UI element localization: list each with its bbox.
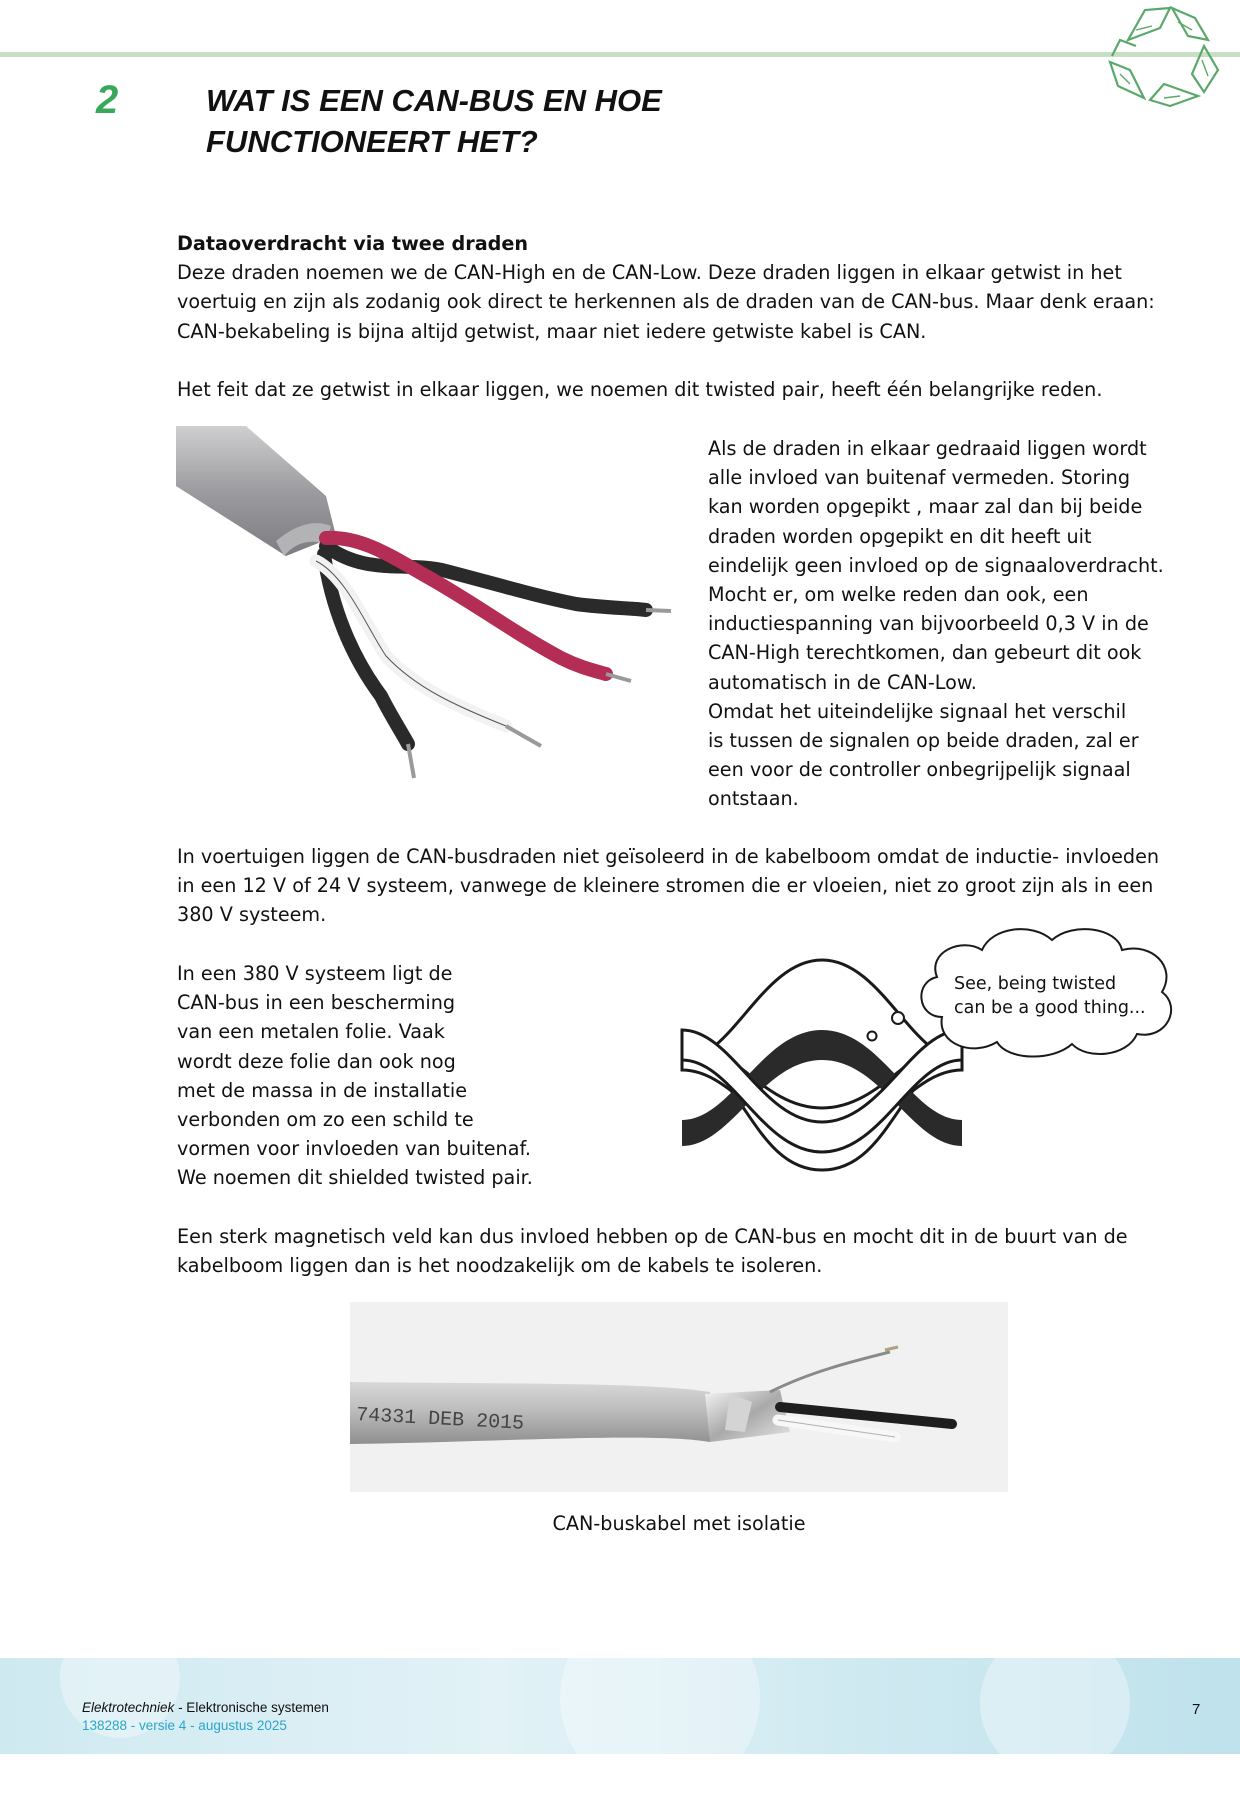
text-line: voertuig en zijn als zodanig ook direct te herkennen als de draden van de CAN-bus. Maar denk eraan:: [177, 290, 1155, 314]
footer-book-title: [82, 1700, 329, 1715]
text-line: CAN-bekabeling is bijna altijd getwist, maar niet iedere getwiste kabel is CAN.: [177, 319, 927, 343]
text-line: CAN-High terechtkomen, dan gebeurt dit ook: [708, 641, 1142, 665]
text-line: inductiespanning van bijvoorbeeld 0,3 V in de: [708, 612, 1149, 636]
text-line: in een 12 V of 24 V systeem, vanwege de kleinere stromen die er vloeien, niet zo groot zijn als in een: [177, 874, 1154, 898]
footer-version: 138288 - versie 4 - augustus 2025: [82, 1718, 287, 1733]
section-subheading: Dataoverdracht via twee draden: [177, 232, 529, 255]
text-line: alle invloed van buitenaf vermeden. Storing: [708, 466, 1131, 490]
thought-bubble-text: [954, 972, 1164, 1020]
text-line: Als de draden in elkaar gedraaid liggen wordt: [708, 437, 1147, 460]
text-line: vormen voor invloeden van buitenaf.: [177, 1137, 531, 1161]
photo-caption: CAN-buskabel met isolatie: [552, 1512, 806, 1535]
text-line: Deze draden noemen we de CAN-High en de CAN-Low. Deze draden liggen in elkaar getwist in het: [177, 261, 1122, 285]
text-line: verbonden om zo een schild te: [177, 1108, 474, 1132]
intro-paragraph: [177, 229, 1187, 346]
text-line: draden worden opgepikt en dit heeft uit: [708, 524, 1092, 548]
shield-paragraph: [177, 959, 597, 1193]
chapter-title-line-2: FUNCTIONEERT HET?: [206, 124, 538, 159]
header-rule: [0, 52, 1240, 57]
text-line: kabelboom liggen dan is het noodzakelijk om de kabels te isoleren.: [177, 1254, 823, 1278]
text-line: van een metalen folie. Vaak: [177, 1020, 445, 1044]
footer-book-name: Elektrotechniek: [82, 1700, 175, 1715]
text-line: We noemen dit shielded twisted pair.: [177, 1166, 533, 1190]
bubble-line: can be a good thing...: [954, 998, 1146, 1018]
text-line: Een sterk magnetisch veld kan dus invloed hebben op de CAN-bus en mocht dit in de buurt van de: [177, 1225, 1128, 1248]
text-line: ontstaan.: [708, 787, 799, 811]
page-number: 7: [1192, 1701, 1201, 1718]
text-line: wordt deze folie dan ook nog: [177, 1049, 456, 1073]
recycle-icon: [1100, 0, 1240, 120]
cable-print: 74331 DEB 2015: [355, 1404, 525, 1436]
twisted-wires-photo: [176, 426, 696, 788]
chapter-title-line-1: WAT IS EEN CAN-BUS EN HOE: [206, 83, 662, 118]
text-line: In voertuigen liggen de CAN-busdraden niet geïsoleerd in de kabelboom omdat de inductie- invloeden: [177, 845, 1160, 868]
text-line: automatisch in de CAN-Low.: [708, 670, 977, 694]
text-line: CAN-bus in een bescherming: [177, 991, 456, 1015]
footer-book-subtitle: - Elektronische systemen: [174, 1700, 329, 1715]
text-line: In een 380 V systeem ligt de: [177, 962, 453, 985]
text-line: Omdat het uiteindelijke signaal het verschil: [708, 699, 1127, 723]
chapter-title: [206, 80, 766, 162]
text-line: kan worden opgepikt , maar zal dan bij beide: [708, 495, 1143, 519]
side-paragraph: [708, 434, 1208, 814]
text-line: eindelijk geen invloed op de signaaloverdracht.: [708, 553, 1164, 577]
shielded-cable-photo: [350, 1302, 1008, 1492]
chapter-number: 2: [96, 78, 119, 122]
text-line: Mocht er, om welke reden dan ook, een: [708, 583, 1089, 607]
magnetic-paragraph: [177, 1222, 1187, 1280]
bubble-line: See, being twisted: [954, 974, 1117, 994]
text-line: is tussen de signalen op beide draden, zal er: [708, 729, 1139, 753]
text-line: een voor de controller onbegrijpelijk signaal: [708, 758, 1131, 782]
vehicle-paragraph: [177, 842, 1187, 930]
text-line: met de massa in de installatie: [177, 1078, 468, 1102]
text-line: 380 V systeem.: [177, 903, 327, 927]
reason-paragraph: Het feit dat ze getwist in elkaar liggen, we noemen dit twisted pair, heeft één belangrijke reden.: [177, 378, 1103, 401]
